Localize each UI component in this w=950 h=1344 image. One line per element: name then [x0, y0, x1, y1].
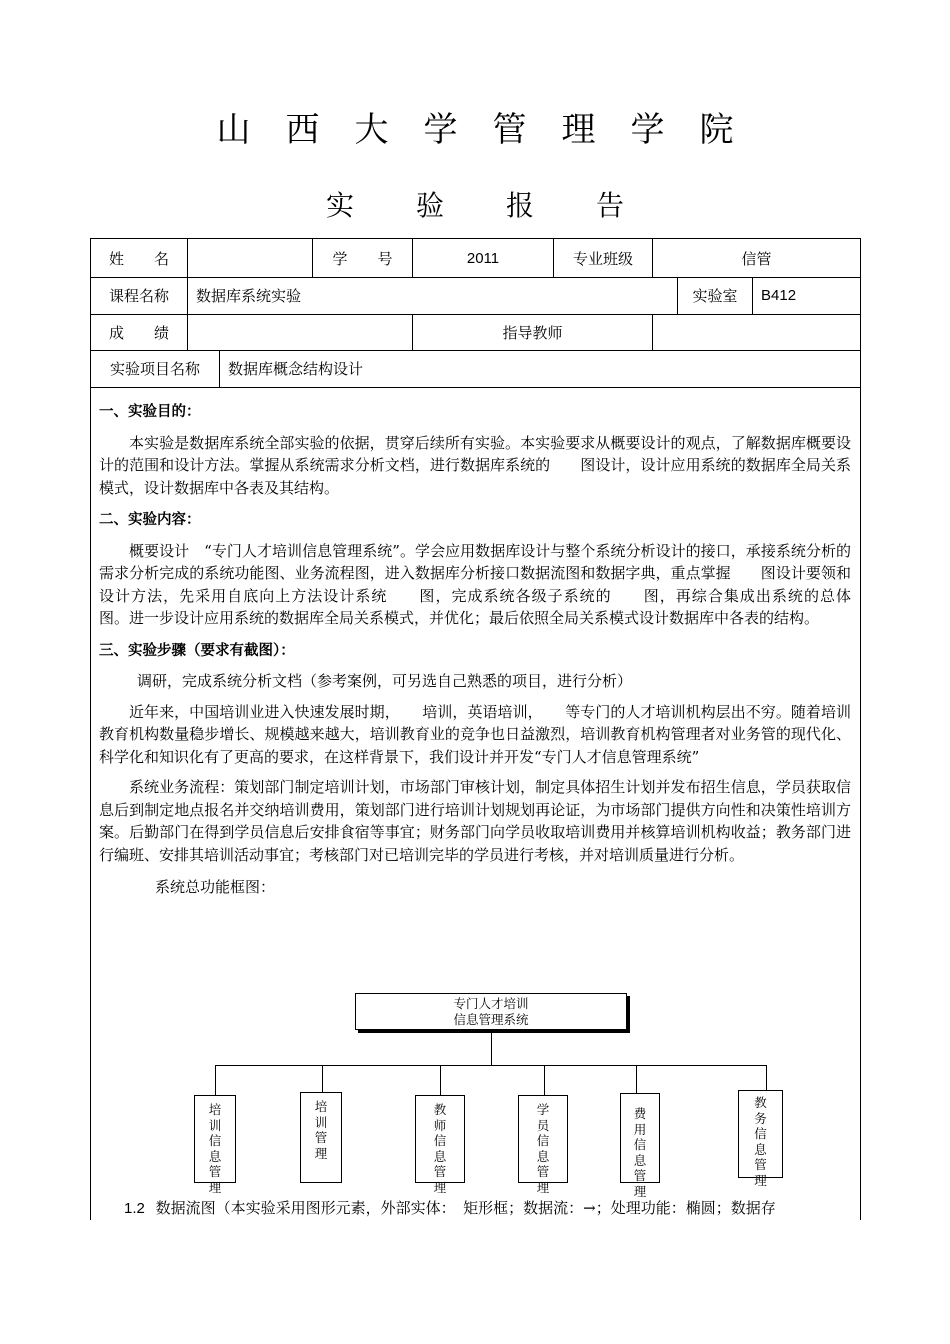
- score-value: [188, 314, 413, 350]
- lab-label: 实验室: [678, 277, 753, 314]
- module-box: [194, 1095, 236, 1195]
- lab-value: B412: [761, 287, 797, 304]
- diagram-connector: [544, 1065, 545, 1095]
- diagram-connector: [636, 1065, 637, 1093]
- diagram-connector: [322, 1065, 323, 1092]
- class-value: 信管: [741, 249, 772, 268]
- module-label: 学员信息管理: [536, 1102, 550, 1195]
- diagram-root-box: [355, 993, 627, 1030]
- university-title: 山西大学管理学院: [216, 110, 769, 150]
- content-paragraph: 概要设计 “专门人才培训信息管理系统”。学会应用数据库设计与整个系统分析设计的接口，承接系统分析的需求分析完成的系统功能图、业务流程图，进入数据库分析接口数据流图和数据字典，重点掌握 图设计要领和设计方法，先采用自底向上方法设计系统 图，完成系统各级子系统的 图，再综合集成出系统的总体 图。进一步设计应用系统的数据库全局关系模式，并优化；最后依照全局关系模式设计数据库中各表的结构。: [99, 541, 882, 627]
- purpose-paragraph: 本实验是数据库系统全部实验的依据，贯穿后续所有实验。本实验要求从概要设计的观点，了解数据库概要设计的范围和设计方法。掌握从系统需求分析文档，进行数据库系统的 图设计，设计应用系统的数据库全局关系模式，设计数据库中各表及其结构。: [99, 433, 851, 497]
- project-value: 数据库概念结构设计: [228, 360, 364, 378]
- course-label: 课程名称: [91, 277, 188, 314]
- module-box: [518, 1095, 568, 1195]
- class-label: 专业班级: [554, 239, 653, 277]
- module-label: 教师信息管理: [433, 1102, 447, 1195]
- module-label: 费用信息管理: [633, 1106, 647, 1199]
- info-row-4: [91, 350, 860, 388]
- info-row-1: [91, 239, 860, 278]
- module-box: [300, 1092, 342, 1183]
- info-row-3: [91, 314, 860, 351]
- teacher-label: 指导教师: [413, 314, 653, 350]
- purpose-heading: 一、实验目的：: [99, 404, 201, 420]
- module-label: 教务信息管理: [754, 1095, 767, 1188]
- module-box: [415, 1095, 465, 1195]
- score-label: 成 绩: [91, 314, 188, 350]
- student-id-value: 2011: [413, 239, 554, 277]
- diagram-caption: 系统总功能框图：: [155, 878, 276, 896]
- steps-paragraph-2: 系统业务流程：策划部门制定培训计划，市场部门审核计划，制定具体招生计划并发布招生信息，学员获取信息后到制定地点报名并交纳培训费用，策划部门进行培训计划规划再论证，为市场部门提供方向性和决策性培训方案。后勤部门在得到学员信息后安排食宿等事宜；财务部门向学员收取培训费用并核算培训机构收益；教务部门进行编班、安排其培训活动事宜；考核部门对已培训完毕的学员进行考核，并对培训质量进行分析。: [99, 778, 851, 864]
- student-id-label: 学 号: [313, 239, 413, 277]
- diagram-connector: [766, 1065, 767, 1090]
- steps-heading: 三、实验步骤（要求有截图）：: [99, 642, 295, 659]
- diagram-connector: [215, 1065, 216, 1095]
- steps-paragraph-1: 近年来，中国培训业进入快速发展时期， 培训，英语培训， 等专门的人才培训机构层出不穷。随着培训教育机构数量稳步增长、规模越来越大，培训教育业的竞争也日益激烈，培训教育机构管理者对业务管的现代化、科学化和知识化有了更高的要求，在这样背景下，我们设计并开发“专门人才信息管理系统”: [99, 702, 851, 766]
- module-box: [620, 1093, 660, 1199]
- diagram-trunk-line: [491, 1031, 492, 1065]
- module-box: [738, 1090, 783, 1188]
- course-value: 数据库系统实验: [188, 277, 678, 314]
- dataflow-number: 1.2: [124, 1200, 145, 1217]
- module-label: 培训信息管理: [208, 1102, 222, 1195]
- report-title: 实验报告: [325, 189, 686, 222]
- diagram-connector: [440, 1065, 441, 1095]
- diagram-branch-line: [215, 1065, 767, 1066]
- report-body: [99, 401, 882, 899]
- teacher-value: [653, 314, 860, 350]
- project-label: 实验项目名称: [91, 350, 220, 387]
- diagram-root-line-1: 专门人才培训: [453, 996, 529, 1011]
- steps-intro: 调研，完成系统分析文档（参考案例，可另选自己熟悉的项目，进行分析）: [137, 672, 633, 690]
- name-label: 姓 名: [91, 239, 188, 277]
- dataflow-text: 数据流图（本实验采用图形元素，外部实体： 矩形框；数据流：→；处理功能：椭圆；数据存: [155, 1199, 776, 1217]
- module-label: 培训 管理: [314, 1099, 340, 1161]
- report-form: [90, 238, 882, 1220]
- info-row-2: [91, 277, 860, 315]
- diagram-root-line-2: 信息管理系统: [453, 1012, 529, 1027]
- name-value: [188, 239, 313, 277]
- dataflow-line: [124, 1197, 776, 1218]
- content-heading: 二、实验内容：: [99, 512, 201, 528]
